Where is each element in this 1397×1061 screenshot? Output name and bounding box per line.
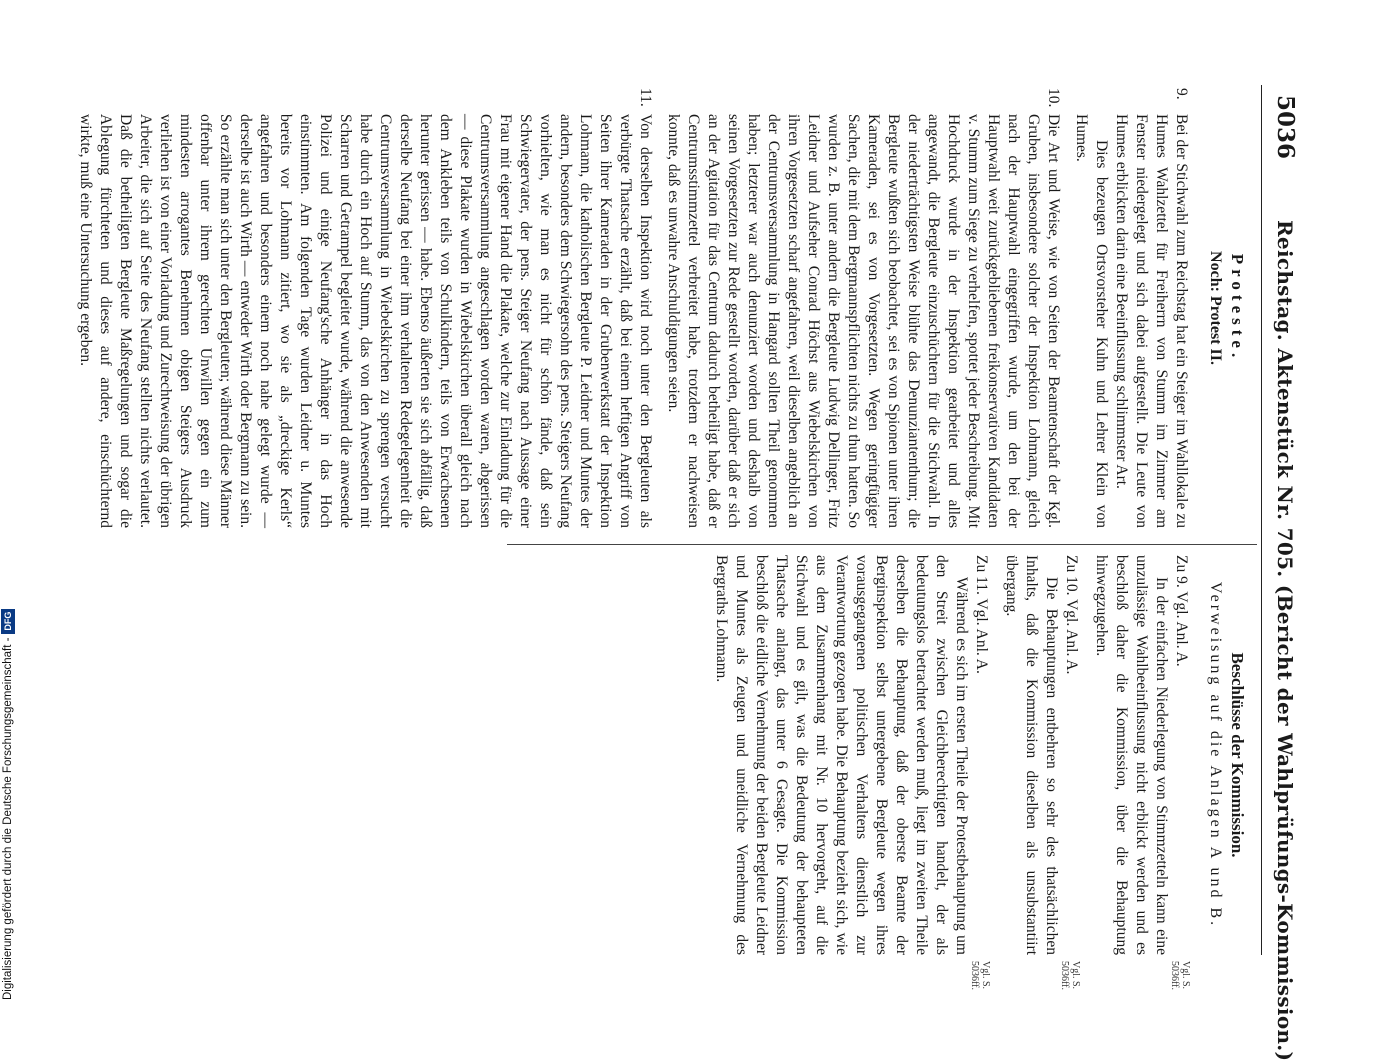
resolution-heading: Zu 9. Vgl. Anl. A. bbox=[1173, 555, 1190, 667]
dfg-logo: DFG bbox=[1, 609, 15, 634]
item-paragraph: Bei der Stichwahl zum Reichstag hat ein Steiger im Wahllokale zu Humes Wahlzettel für Freiherrn von Stumm im Zimmer am Fenster niedergelegt und sich dabei aufgestellt. Die Leute von Humes erblickten darin eine Beeinflussung schlimmster Art. bbox=[1113, 114, 1190, 528]
digitization-credit bbox=[0, 0, 16, 1000]
resolution-text: In der einfachen Niederlegung von Stimmzetteln kann eine unzulässige Wahlbeeinflussung nicht erblickt werden und es beschloß daher die Kommission, über die Behauptung hinwegzugehen. bbox=[1093, 555, 1170, 955]
resolutions-title: Beschlüsse der Kommission. bbox=[1228, 652, 1247, 858]
margin-reference: Vgl. S. 5036ff. bbox=[1059, 961, 1081, 990]
item-number: 11. bbox=[637, 88, 654, 107]
resolution-item-9 bbox=[1091, 555, 1191, 990]
resolution-text: Die Behauptungen entbehren so sehr des thatsächlichen Inhalts, daß die Kommission dieselben als unsubstantiirt übergang. bbox=[1003, 555, 1060, 955]
resolution-item-10 bbox=[1001, 555, 1081, 990]
protest-title: Proteste. bbox=[1228, 253, 1247, 363]
page-number: 5036 bbox=[1272, 95, 1299, 160]
protest-item-10 bbox=[663, 88, 1063, 528]
item-paragraph: Dies bezeugen Ortsvorsteher Kuhn und Lehrer Klein von Humes. bbox=[1073, 114, 1110, 528]
protest-subtitle: Noch: Protest II. bbox=[1207, 251, 1224, 365]
resolution-heading: Zu 11. Vgl. Anl. A. bbox=[973, 555, 990, 674]
item-number: 9. bbox=[1173, 88, 1190, 100]
protest-item-11 bbox=[75, 88, 655, 528]
item-paragraph: Die Art und Weise, wie von Seiten der Beamtenschaft der Kgl. Gruben, insbesondere solcher der Inspektion Lohmann, gleich nach der Hauptwahl eingegriffen wurde, um den bei der Hauptwahl weit zurückgebliebenen freikonservativen Kandidaten v. Stumm zum Siege zu verhelfen, spottet jeder Beschreibung. Mit Hochdruck wurde in der Inspektion gearbeitet und alles angewandt, die Bergleute einzuschüchtern für die Stichwahl. In der niederträchtigsten Weise blühte das Denunziantenthum; die Bergleute wußten sich beobachtet, sei es von Spionen unter ihren Kameraden, sei es von Vorgesetzten. Wegen geringfügiger Sachen, die mit dem Bergmannspflichten nichts zu thun hatten. So wurden z. B. unter andern die Bergleute Ludwig Dellinger, Fritz Leidner und Aufseher Conrad Höchst aus Wiebelskirchen von ihren Vorgesetzten scharf angefahren, weil dieselben angeblich an der Centrumsversammlung in Hangard sollten Theil genommen haben; letzterer war auch denunziert worden und deshalb von seinen Vorgesetzten zur Rede gestellt worden, darüber daß er sich an der Agitation für das Centrum dadurch betheiligt habe, daß er Centrumsstimmzettel verbreitet habe, trotzdem er nachweisen konnte, daß es unwahre Anschuldigungen seien. bbox=[665, 114, 1062, 528]
resolution-heading: Zu 10. Vgl. Anl. A. bbox=[1063, 555, 1080, 675]
margin-reference: Vgl. S. 5036ff. bbox=[969, 961, 991, 990]
resolutions-column bbox=[701, 555, 1247, 990]
protest-item-9 bbox=[1071, 88, 1191, 528]
credit-text: Digitalisierung gefördert durch die Deutsche Forschungsgemeinschaft - bbox=[2, 637, 14, 1000]
margin-reference: Vgl. S. 5036ff. bbox=[1169, 961, 1191, 990]
resolution-item-11 bbox=[711, 555, 991, 990]
page-header bbox=[1265, 85, 1311, 1061]
resolution-text: Während es sich im ersten Theile der Protestbehauptung um den Streit zwischen Gleichberechtigten handelt, der als bedeutungslos betrachtet werden muß, liegt im zweiten Theile derselben die Behauptung, daß der oberste Beamte der Berginspektion selbst untergebene Bergleute wegen ihres vorausgegangenen politischen Verhaltens dienstlich zur Verantwortung gezogen habe. Die Behauptung bezieht sich, wie aus dem Zusammenhang mit Nr. 10 hervorgeht, auf die Stichwahl und es gilt, was die Bedeutung der behaupteten Thatsache anlangt, das unter 6 Gesagte. Die Kommission beschloß die eidliche Vernehmung der beiden Bergleute Leidner und Muntes als Zeugen und uneidliche Vernehmung des Bergraths Lohmann. bbox=[713, 555, 970, 955]
item-number: 10. bbox=[1045, 88, 1062, 108]
resolutions-subtitle: Verweisung auf die Anlagen A und B. bbox=[1207, 581, 1224, 929]
protest-column bbox=[67, 88, 1247, 528]
running-title: Reichstag. Aktenstück Nr. 705. (Bericht der Wahlprüfungs-Kommission.) bbox=[1273, 220, 1297, 1061]
header-rule bbox=[1261, 85, 1262, 955]
column-divider bbox=[507, 544, 1257, 545]
item-paragraph: Von derselben Inspektion wird noch unter den Bergleuten als verbürgte Thatsache erzählt, daß bei einem heftigen Angriff von Seiten ihrer Kameraden in der Grubenwerkstatt der Inspektion Lohmann, die katholischen Bergleute P. Leidner und Muntes der andern, besonders dem Schwiegersohn des pens. Steigers Neufang vorhielten, wie man es nicht für schön fände, daß sein Schwiegervater, der pens. Steiger Neufang nach Aussage einer Frau mit eigener Hand die Plakate, welche zur Einladung für die Centrumsversammlung angeschlagen worden waren, abgerissen — diese Plakate wurden in Wiebelskirchen überall gleich nach dem Ankleben teils von Schulkindern, teils von Erwachsenen herunter gerissen — habe. Ebenso äußerten sie sich abfällig, daß derselbe Neufang bei einer ihm verhaltenen Redegelegenheit die Centrumsversammlung in Wiebelskirchen zu sprengen versucht habe durch ein Hoch auf Stumm, das von den Anwesenden mit Scharren und Getrampel begleitet wurde, während die anwesende Polizei und einige Neufang'sche Anhänger in das Hoch einstimmten. Am folgenden Tage wurden Leidner u. Muntes bereits vor Lohmann zitiert, wo sie als „dreckige Kerls“ angefahren und besonders einem noch nahe gelegt wurde — derselbe ist auch Wirth — entweder Wirth oder Bergmann zu sein. So erzählte man sich unter den Bergleuten; während diese Männer offenbar unter ihrem gerechten Unwillen gegen ein zum mindesten arrogantes Benehmen obigen Steigers Ausdruck verliehen ist von einer Vorladung und Zurechtweisung der übrigen Arbeiter, die sich auf Seite des Neufang stellten nichts verlautet. Daß die betheiligten Bergleute Maßregelungen und sogar die Ablegung fürchteten und dieses auf andere, einschüchternd wirkte, muß eine Untersuchung ergeben. bbox=[77, 114, 654, 528]
